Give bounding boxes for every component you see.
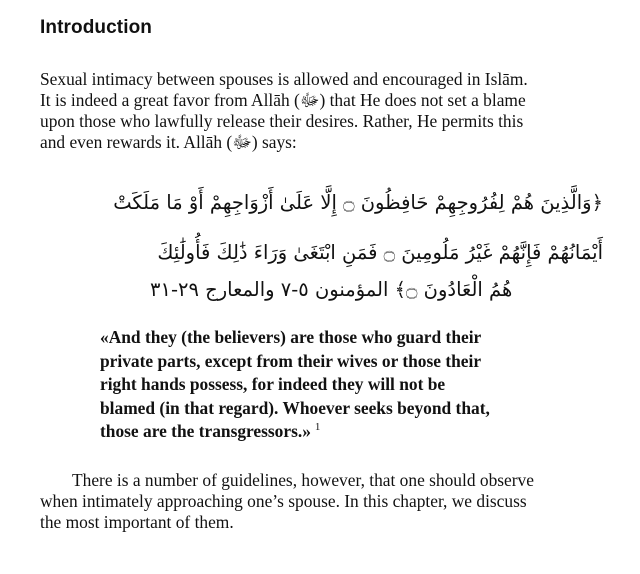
translation-line: blamed (in that regard). Whoever seeks beyond that, bbox=[100, 397, 490, 418]
conclusion-paragraph bbox=[40, 470, 638, 533]
translation-line: «And they (the believers) are those who guard their bbox=[100, 327, 482, 347]
translation-line-last bbox=[100, 420, 620, 444]
conclusion-line: There is a number of guidelines, however, that one should observe bbox=[72, 470, 534, 490]
intro-paragraph bbox=[40, 69, 638, 153]
arabic-verse-line: ﴿وَالَّذِينَ هُمْ لِفُرُوجِهِمْ حَافِظُونَ ۝ إِلَّا عَلَىٰ أَزْوَاجِهِمْ أَوْ مَا مَلَكَتْ bbox=[113, 191, 603, 214]
translation-line: those are the transgressors.» bbox=[100, 421, 311, 441]
conclusion-line: the most important of them. bbox=[40, 512, 234, 532]
translation-line: right hands possess, for indeed they will not be bbox=[100, 374, 446, 394]
conclusion-line: when intimately approaching one’s spouse. In this chapter, we discuss bbox=[40, 491, 527, 511]
intro-line: and even rewards it. Allāh (ﷻ) says: bbox=[40, 132, 297, 152]
arabic-verse-block bbox=[85, 178, 603, 278]
intro-line: Sexual intimacy between spouses is allowed and encouraged in Islām. bbox=[40, 69, 528, 89]
arabic-verse-reference-line: هُمُ الْعَادُونَ ۝﴾ المؤمنون ٥-٧ والمعارج ٢٩-٣١ bbox=[150, 278, 513, 301]
arabic-verse-line: أَيْمَانُهُمْ فَإِنَّهُمْ غَيْرُ مَلُومِينَ ۝ فَمَنِ ابْتَغَىٰ وَرَاءَ ذَٰلِكَ فَأُولَٰئِكَ bbox=[157, 241, 603, 264]
translation-line: private parts, except from their wives or those their bbox=[100, 350, 482, 371]
verse-translation bbox=[100, 326, 620, 444]
intro-line: upon those who lawfully release their desires. Rather, He permits this bbox=[40, 111, 524, 131]
intro-line: It is indeed a great favor from Allāh (ﷻ) that He does not set a blame bbox=[40, 90, 526, 110]
footnote-reference[interactable]: 1 bbox=[314, 421, 321, 434]
section-heading: Introduction bbox=[40, 17, 153, 38]
